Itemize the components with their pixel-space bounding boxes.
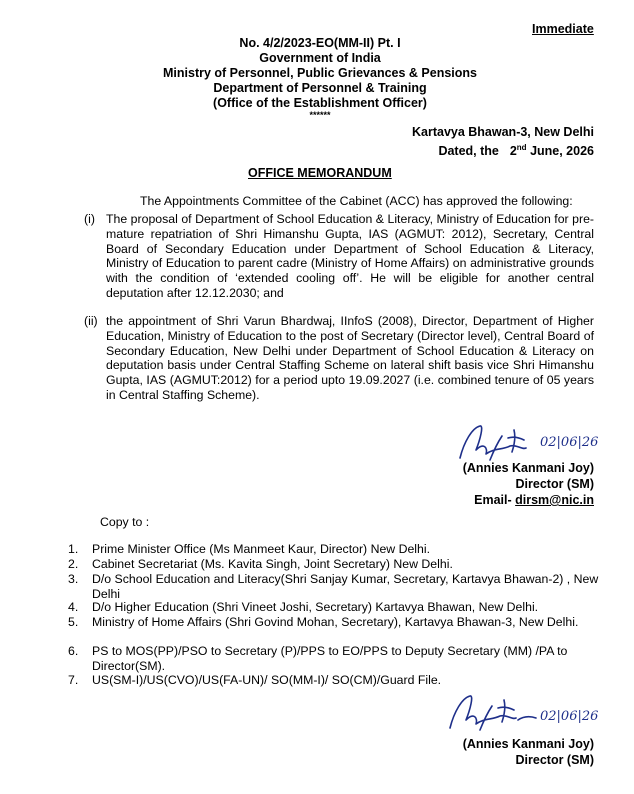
memo-item-text: The proposal of Department of School Education & Literacy, Ministry of Education for pre-mature repatriation of Shri Himanshu Gupta, IAS (AGMUT: 2012), Secretary, Central Board of Secondary Education under Department of School Education & Literacy, Ministry of Education to parent cadre (Ministry of Home Affairs) on administrative grounds with the condition of ‘extended cooling off’. He will be eligible for another central deputation after 12.12.2030; and [106, 212, 594, 300]
copy-list-item: 2. Cabinet Secretariat (Ms. Kavita Singh, Joint Secretary) New Delhi. [68, 557, 453, 571]
svg-text:02|06|26: 02|06|26 [540, 709, 599, 724]
department-name: Department of Personnel & Training [213, 81, 427, 95]
signatory-designation: Director (SM) [515, 753, 594, 767]
header-separator: ****** [309, 110, 331, 120]
copy-list-item: 3. D/o School Education and Literacy(Shri Sanjay Kumar, Secretary, Kartavya Bhawan-2) , New Delhi [68, 572, 599, 601]
office-address: Kartavya Bhawan-3, New Delhi [411, 125, 594, 139]
copy-list-item: 4. D/o Higher Education (Shri Vineet Joshi, Secretary) Kartavya Bhawan, New Delhi. [68, 600, 539, 614]
letterhead [150, 36, 490, 120]
office-name: (Office of the Establishment Officer) [213, 96, 427, 110]
memo-intro: The Appointments Committee of the Cabinet (ACC) has approved the following: [140, 194, 573, 208]
memo-item-text: the appointment of Shri Varun Bhardwaj, IInfoS (2008), Director, Department of Higher Education, Ministry of Education to the post of Secretary (Director level), Central Board of Secondary Education, New Delhi under Department of School Education & Literacy on deputation basis under Central Staffing Scheme on lateral shift basis vice Shri Himanshu Gupta, IAS (AGMUT:2012) for a period upto 19.09.2027 (i.e. combined tenure of 05 years in Central Staffing Scheme). [106, 314, 594, 402]
signatory-name: (Annies Kanmani Joy) [462, 461, 594, 475]
file-number: No. 4/2/2023-EO(MM-II) Pt. I [239, 36, 401, 50]
place-date-block [294, 124, 594, 159]
svg-text:02|06|26: 02|06|26 [540, 435, 599, 450]
memo-item-number: (i) [84, 212, 95, 226]
priority-label: Immediate [532, 22, 594, 36]
signatory-block [354, 736, 594, 768]
copy-to-heading: Copy to : [100, 515, 150, 529]
signatory-name: (Annies Kanmani Joy) [462, 737, 594, 751]
copy-list-item: 7. US(SM-I)/US(CVO)/US(FA-UN)/ SO(MM-I)/ SO(CM)/Guard File. [68, 673, 442, 687]
signatory-designation: Director (SM) [515, 477, 594, 491]
copy-list-item: 6. PS to MOS(PP)/PSO to Secretary (P)/PPS to EO/PPS to Deputy Secretary (MM) /PA to Director(SM). [68, 644, 568, 673]
signature-image [440, 690, 600, 736]
email-link[interactable]: dirsm@nic.in [515, 493, 594, 507]
signatory-email: Email- dirsm@nic.in [474, 493, 594, 507]
memo-item-number: (ii) [84, 314, 98, 328]
copy-list-item: 1. Prime Minister Office (Ms Manmeet Kaur, Director) New Delhi. [68, 542, 431, 556]
memo-title: OFFICE MEMORANDUM [248, 166, 392, 180]
ministry-name: Ministry of Personnel, Public Grievances & Pensions [163, 66, 477, 80]
signatory-block [354, 460, 594, 508]
memo-date: Dated, the 2nd June, 2026 [438, 143, 594, 159]
copy-list-item: 5. Ministry of Home Affairs (Shri Govind Mohan, Secretary), Kartavya Bhawan-3, New Delhi. [68, 615, 579, 629]
government-name: Government of India [259, 51, 381, 65]
